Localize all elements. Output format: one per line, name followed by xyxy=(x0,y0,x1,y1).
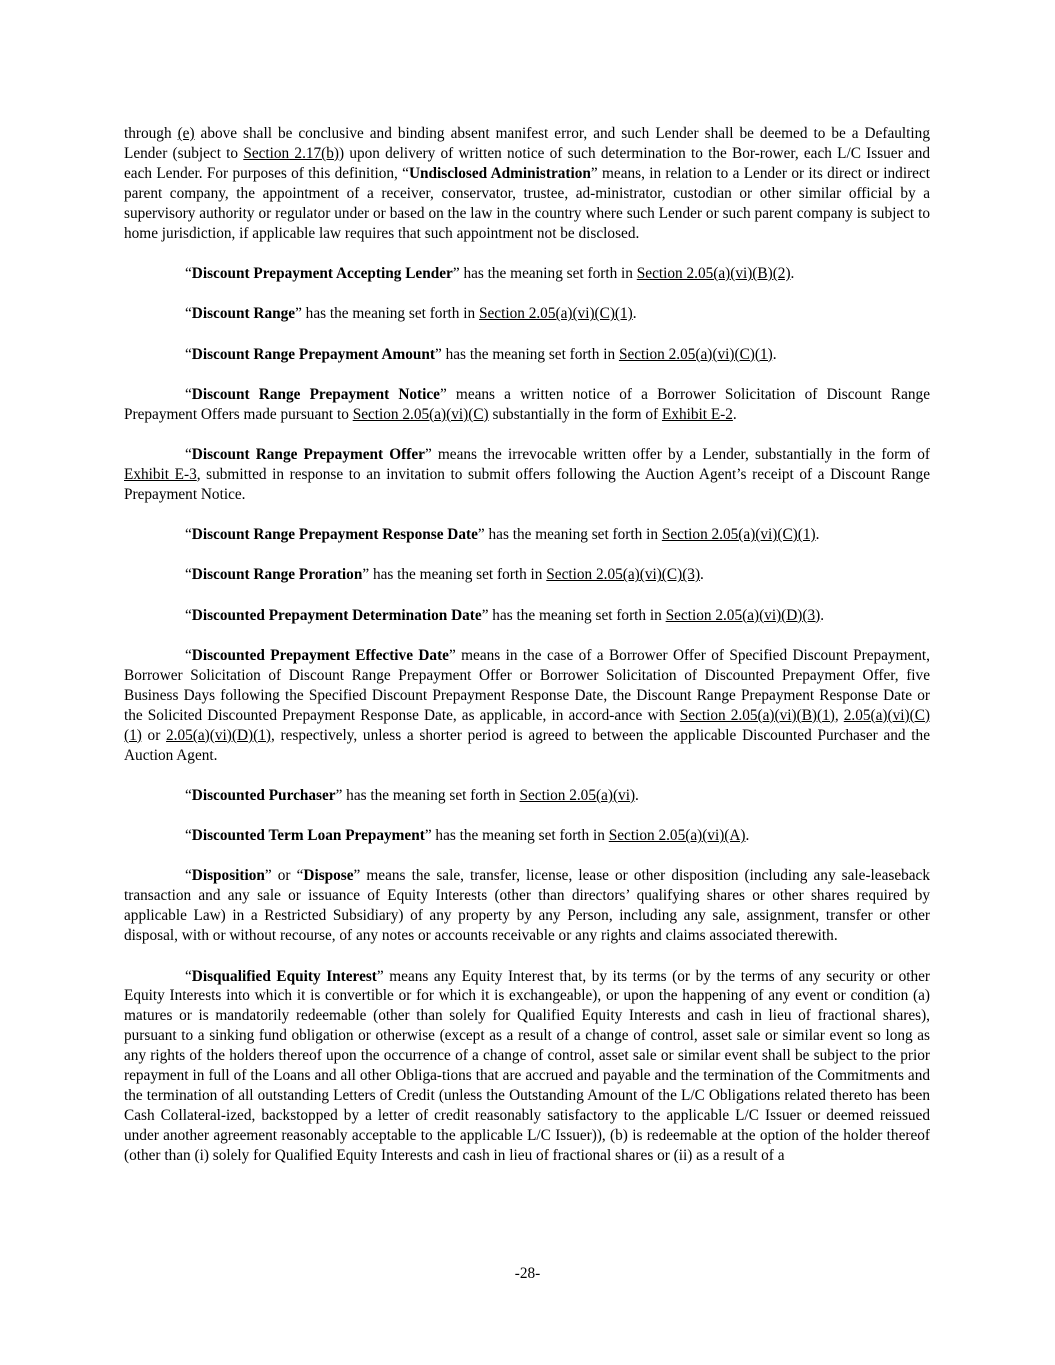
defined-term: Discount Prepayment Accepting Lender xyxy=(191,265,453,283)
text: ) upon delivery of written notice of such determination to the Bor-rower, each L/C Issuer and each Lender. For purposes of this definition, “ xyxy=(124,144,930,182)
cross-reference: Section 2.05(a)(vi)(D)(3) xyxy=(665,606,821,624)
text: ” has the meaning set forth in xyxy=(362,566,547,584)
text: . xyxy=(820,606,825,624)
text: . xyxy=(790,265,795,283)
cross-reference: Section 2.05(a)(vi)(C)(1) xyxy=(479,305,633,323)
defined-term: Undisclosed Administration xyxy=(408,164,591,182)
text: ” means the sale, transfer, license, lease or other disposition (including any sale-leaseback transaction and any sale or issuance of Equity Interests (other than directors’ qualifying shares or other shares required by applicable Law) in a Restricted Subsidiary) of any property by any Person, including any sale, assignment, transfer or other disposal, with or without recourse, of any notes or accounts receivable or any rights and claims associated therewith. xyxy=(124,867,930,945)
page-number: -28- xyxy=(514,1265,541,1282)
text: . xyxy=(700,566,704,584)
cross-reference: Section 2.05(a)(vi)(B)(1) xyxy=(679,706,835,724)
definition-paragraph: “Discount Range Prepayment Notice” means a written notice of a Borrower Solicitation of Discount Range Prepayment Offers made pursuant to Section 2.05(a)(vi)(C) substantially in the form of Exhibit E-2. xyxy=(124,385,930,423)
definition-paragraph: “Disposition” or “Dispose” means the sale, transfer, license, lease or other disposition (including any sale-leaseback transaction and any sale or issuance of Equity Interests (other than directors’ qualifying shares or other shares required by applicable Law) in a Restricted Subsidiary) of any property by any Person, including any sale, assignment, transfer or other disposal, with or without recourse, of any notes or accounts receivable or any rights and claims associated therewith. xyxy=(124,867,930,945)
cross-reference: Section 2.05(a)(vi) xyxy=(519,786,636,804)
text: through xyxy=(124,125,178,142)
text: . xyxy=(635,786,639,804)
text: , submitted in response to an invitation to submit offers following the Auction Agent’s receipt of a Discount Range Prepayment Notice. xyxy=(124,465,930,503)
text: ” has the meaning set forth in xyxy=(452,265,637,283)
document-body xyxy=(124,124,930,1186)
text: . xyxy=(815,526,820,544)
definition-paragraph: “Discount Prepayment Accepting Lender” has the meaning set forth in Section 2.05(a)(vi)(B)(2). xyxy=(185,265,795,283)
cross-reference: Exhibit E-3 xyxy=(124,465,197,483)
text: , xyxy=(834,706,844,724)
text: ” means, in relation to a Lender or its direct or indirect parent company, the appointment of a receiver, conservator, trustee, ad-ministrator, custodian or other similar official by a supervisory authority or regulator under or based on the law in the country where such Lender or such parent company is subject to home jurisdiction, if applicable law requires that such appointment not be disclosed. xyxy=(124,164,930,242)
cross-reference: Section 2.05(a)(vi)(C)(1) xyxy=(661,526,816,544)
definition-paragraph: “Discounted Prepayment Determination Date” has the meaning set forth in Section 2.05(a)(vi)(D)(3). xyxy=(185,606,825,624)
definition-paragraph: “Discounted Term Loan Prepayment” has the meaning set forth in Section 2.05(a)(vi)(A). xyxy=(185,827,750,845)
defined-term: Discount Range Prepayment Notice xyxy=(191,385,440,403)
text: ” means a written notice of a Borrower Solicitation of Discount Range Prepayment Offers made pursuant to xyxy=(124,385,930,423)
defined-term: Discount Range Prepayment Offer xyxy=(191,445,425,463)
defined-term: Disqualified Equity Interest xyxy=(191,967,377,985)
text: ” has the meaning set forth in xyxy=(424,827,609,845)
text: . xyxy=(732,405,737,423)
defined-term: Discount Range Prepayment Response Date xyxy=(191,526,478,544)
cross-reference: 2.05(a)(vi)(C)(1) xyxy=(124,706,930,744)
defined-term: Dispose xyxy=(303,867,354,885)
cross-reference: Section 2.05(a)(vi)(C) xyxy=(352,405,489,423)
text: substantially in the form of xyxy=(488,405,662,423)
cross-reference: Section 2.05(a)(vi)(C)(3) xyxy=(546,566,701,584)
text: ” means any Equity Interest that, by its terms (or by the terms of any security or other Equity Interests into which it is convertible or for which it is exchangeable), or upon the happening of any event or condition (a) matures or is mandatorily redeemable (other than solely for Qualified Equity Interests and cash in lieu of fractional shares), pursuant to a sinking fund obligation or otherwise (except as a result of a change of control, asset sale or similar event so long as any rights of the holders thereof upon the occurrence of a change of control, asset sale or similar event shall be subject to the prior repayment in full of the Loans and all other Obliga-tions that are accrued and payable and the termination of the Commitments and the termination of all outstanding Letters of Credit (unless the Outstanding Amount of the L/C Obligations related thereto has been Cash Collateral-ized, backstopped by a letter of credit reasonably satisfactory to the applicable L/C Issuer or deemed reissued under another agreement reasonably acceptable to the applicable L/C Issuer)), (b) is redeemable at the option of the holder thereof (other than (i) solely for Qualified Equity Interests and cash in lieu of fractional shares or (ii) as a result of a xyxy=(124,967,930,1165)
definition-paragraph: “Discount Range Proration” has the meaning set forth in Section 2.05(a)(vi)(C)(3). xyxy=(185,566,704,584)
definition-paragraph: “Discounted Purchaser” has the meaning set forth in Section 2.05(a)(vi). xyxy=(185,786,639,804)
defined-term: Disposition xyxy=(191,867,265,885)
defined-term: Discounted Term Loan Prepayment xyxy=(191,827,425,845)
cross-reference: Section 2.17(b) xyxy=(243,144,340,162)
definition-paragraph: “Discount Range” has the meaning set forth in Section 2.05(a)(vi)(C)(1). xyxy=(185,305,637,323)
text: above shall be conclusive and binding absent manifest error, and such Lender shall be deemed to be a Defaulting Lender (subject to xyxy=(124,125,930,162)
defined-term: Discounted Prepayment Determination Date xyxy=(191,606,482,624)
defined-term: Discounted Prepayment Effective Date xyxy=(191,646,449,664)
definition-paragraph: “Disqualified Equity Interest” means any Equity Interest that, by its terms (or by the terms of any security or other Equity Interests into which it is convertible or for which it is exchangeable), or upon the happening of any event or condition (a) matures or is mandatorily redeemable (other than solely for Qualified Equity Interests and cash in lieu of fractional shares), pursuant to a sinking fund obligation or otherwise (except as a result of a change of control, asset sale or similar event so long as any rights of the holders thereof upon the occurrence of a change of control, asset sale or similar event shall be subject to the prior repayment in full of the Loans and all other Obliga-tions that are accrued and payable and the termination of the Commitments and the termination of all outstanding Letters of Credit (unless the Outstanding Amount of the L/C Obligations related thereto has been Cash Collateral-ized, backstopped by a letter of credit reasonably satisfactory to the applicable L/C Issuer or deemed reissued under another agreement reasonably acceptable to the applicable L/C Issuer)), (b) is redeemable at the option of the holder thereof (other than (i) solely for Qualified Equity Interests and cash in lieu of fractional shares or (ii) as a result of a xyxy=(124,967,930,1165)
defined-term: Discount Range Proration xyxy=(191,566,363,584)
cross-reference: 2.05(a)(vi)(D)(1) xyxy=(166,726,271,744)
text: . xyxy=(745,827,750,845)
definition-paragraph: “Discount Range Prepayment Response Date” has the meaning set forth in Section 2.05(a)(vi)(C)(1). xyxy=(185,526,820,544)
text: or xyxy=(141,726,167,744)
text: ” has the meaning set forth in xyxy=(435,345,619,363)
text: ” has the meaning set forth in xyxy=(477,526,662,544)
text: ” has the meaning set forth in xyxy=(335,786,520,804)
cross-reference: Exhibit E-2 xyxy=(661,405,733,423)
text: ” or “ xyxy=(264,867,304,885)
paragraph-continuation xyxy=(124,124,930,244)
text: . xyxy=(632,305,637,323)
text: ” has the meaning set forth in xyxy=(295,305,479,323)
text: ” has the meaning set forth in xyxy=(481,606,666,624)
cross-reference: (e) xyxy=(177,125,195,142)
text: . xyxy=(772,345,777,363)
definition-paragraph: “Discount Range Prepayment Offer” means the irrevocable written offer by a Lender, substantially in the form of Exhibit E-3, submitted in response to an invitation to submit offers following the Auction Agent’s receipt of a Discount Range Prepayment Notice. xyxy=(124,445,930,503)
definition-paragraph: “Discount Range Prepayment Amount” has the meaning set forth in Section 2.05(a)(vi)(C)(1). xyxy=(185,345,777,363)
text: , respectively, unless a shorter period is agreed to between the applicable Discounted Purchaser and the Auction Agent. xyxy=(124,726,930,764)
cross-reference: Section 2.05(a)(vi)(A) xyxy=(608,827,746,845)
text: ” means the irrevocable written offer by a Lender, substantially in the form of xyxy=(424,445,930,463)
defined-term: Discounted Purchaser xyxy=(191,786,336,804)
cross-reference: Section 2.05(a)(vi)(B)(2) xyxy=(636,265,791,283)
defined-term: Discount Range Prepayment Amount xyxy=(191,345,435,363)
cross-reference: Section 2.05(a)(vi)(C)(1) xyxy=(618,345,773,363)
defined-term: Discount Range xyxy=(191,305,296,323)
definition-paragraph: “Discounted Prepayment Effective Date” means in the case of a Borrower Offer of Specified Discount Prepayment, Borrower Solicitation of Discount Range Prepayment Offer or Borrower Solicitation of Discounted Prepayment Offer, five Business Days following the Specified Discount Prepayment Response Date, the Discount Range Prepayment Response Date or the Solicited Discounted Prepayment Response Date, as applicable, in accord-ance with Section 2.05(a)(vi)(B)(1), 2.05(a)(vi)(C)(1) or 2.05(a)(vi)(D)(1), respectively, unless a shorter period is agreed to between the applicable Discounted Purchaser and the Auction Agent. xyxy=(124,646,930,764)
text: ” means in the case of a Borrower Offer of Specified Discount Prepayment, Borrower Solicitation of Discount Range Prepayment Offer or Borrower Solicitation of Discounted Prepayment Offer, five Business Days following the Specified Discount Prepayment Response Date, the Discount Range Prepayment Response Date or the Solicited Discounted Prepayment Response Date, as applicable, in accord-ance with xyxy=(124,646,930,724)
